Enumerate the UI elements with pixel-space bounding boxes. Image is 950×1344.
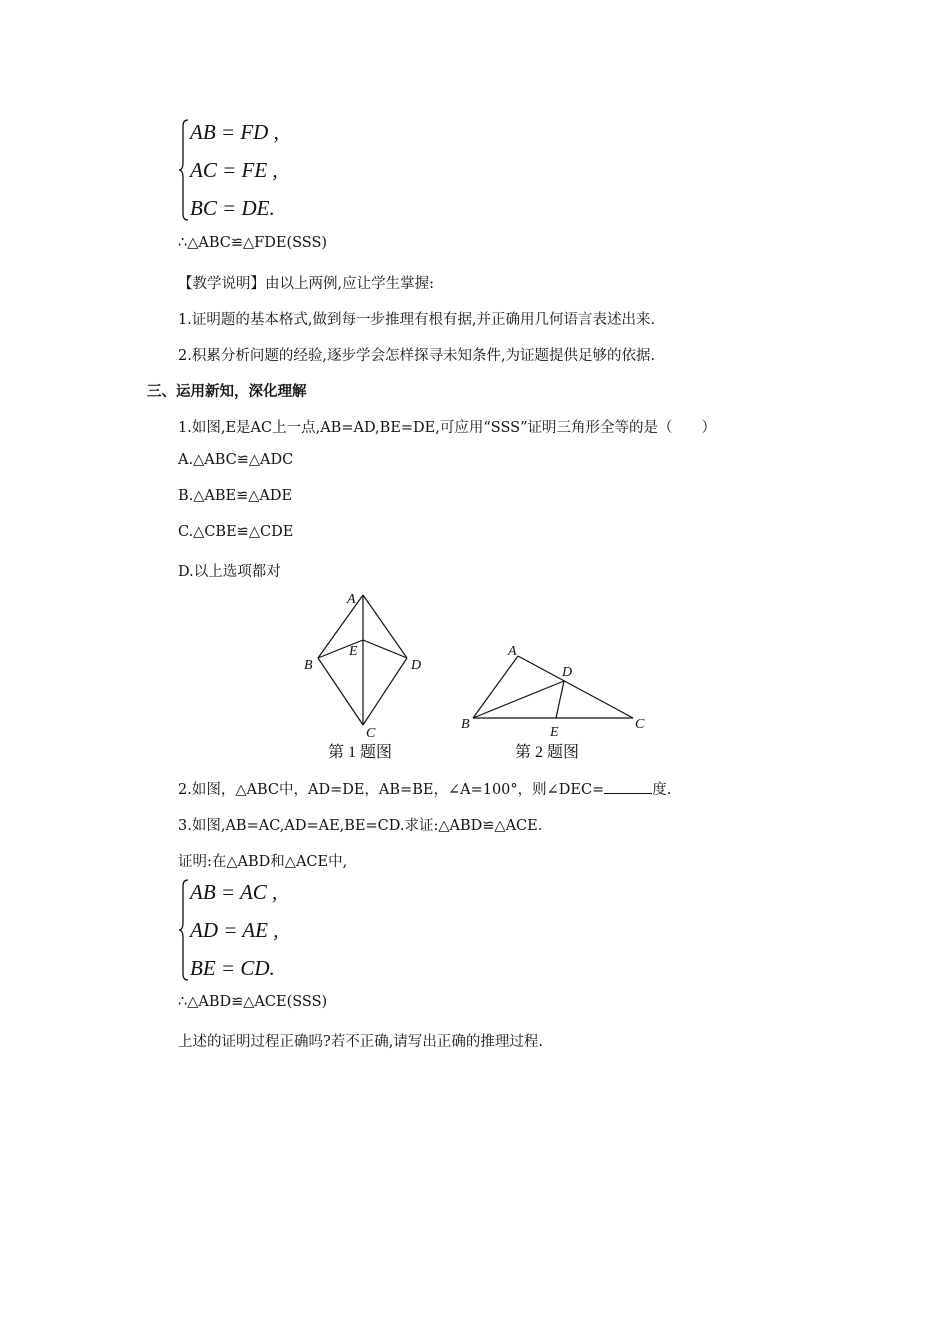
- conclusion-1: ∴△ABC≌△FDE(SSS): [178, 235, 328, 251]
- segment-de: [556, 681, 564, 718]
- equation-ab-fd: AB = FD ,: [190, 120, 279, 144]
- final-question: 上述的证明过程正确吗?若不正确,请写出正确的推理过程.: [178, 1034, 543, 1050]
- segment-ac: [518, 656, 633, 718]
- question-2-unit: 度.: [652, 782, 672, 798]
- question-1-option-c: C.△CBE≌△CDE: [178, 524, 294, 540]
- label-a: A: [347, 592, 356, 607]
- label-c: C: [635, 717, 645, 732]
- segment-dc: [363, 658, 407, 725]
- left-brace-icon: [178, 878, 190, 982]
- note-item-1: 1.证明题的基本格式,做到每一步推理有根有据,并正确用几何语言表述出来.: [178, 312, 656, 328]
- question-1-stem: 1.如图,E是AC上一点,AB=AD,BE=DE,可应用“SSS”证明三角形全等的是（ ）: [178, 420, 716, 436]
- equation-bc-de: BC = DE.: [190, 196, 275, 220]
- label-e: E: [349, 644, 358, 659]
- question-2-stem: [178, 778, 671, 799]
- label-c: C: [366, 726, 376, 741]
- question-1-option-d: D.以上选项都对: [178, 564, 281, 580]
- question-3-stem: 3.如图,AB=AC,AD=AE,BE=CD.求证:△ABD≌△ACE.: [178, 818, 543, 834]
- figure-1-caption: 第 1 题图: [328, 744, 393, 761]
- left-brace-icon: [178, 118, 190, 222]
- conclusion-2: ∴△ABD≌△ACE(SSS): [178, 994, 328, 1010]
- figure-2: [455, 640, 655, 765]
- answer-blank[interactable]: [604, 781, 652, 794]
- figure-1: [290, 585, 440, 765]
- label-e: E: [550, 725, 559, 740]
- equation-be-cd: BE = CD.: [190, 956, 275, 980]
- label-d: D: [562, 665, 573, 680]
- section-title: 三、运用新知，深化理解: [147, 383, 307, 400]
- proof-intro: 证明:在△ABD和△ACE中,: [178, 854, 348, 870]
- label-b: B: [461, 717, 470, 732]
- equation-ad-ae: AD = AE ,: [190, 918, 279, 942]
- question-2-text: 2.如图，△ABC中，AD=DE，AB=BE，∠A=100°，则∠DEC=: [178, 782, 605, 798]
- figure-2-caption: 第 2 题图: [515, 744, 580, 761]
- equation-ac-fe: AC = FE ,: [190, 158, 278, 182]
- equation-system-2: [178, 878, 378, 984]
- question-1-option-b: B.△ABE≌△ADE: [178, 488, 293, 504]
- equation-system-1: [178, 118, 378, 224]
- teaching-note: 【教学说明】由以上两例,应让学生掌握:: [178, 276, 434, 292]
- label-d: D: [411, 658, 422, 673]
- segment-bc: [318, 658, 363, 725]
- label-b: B: [304, 658, 313, 673]
- note-item-2: 2.积累分析问题的经验,逐步学会怎样探寻未知条件,为证题提供足够的依据.: [178, 348, 656, 364]
- equation-ab-ac: AB = AC ,: [190, 880, 278, 904]
- question-1-option-a: A.△ABC≌△ADC: [178, 452, 294, 468]
- label-a: A: [508, 644, 517, 659]
